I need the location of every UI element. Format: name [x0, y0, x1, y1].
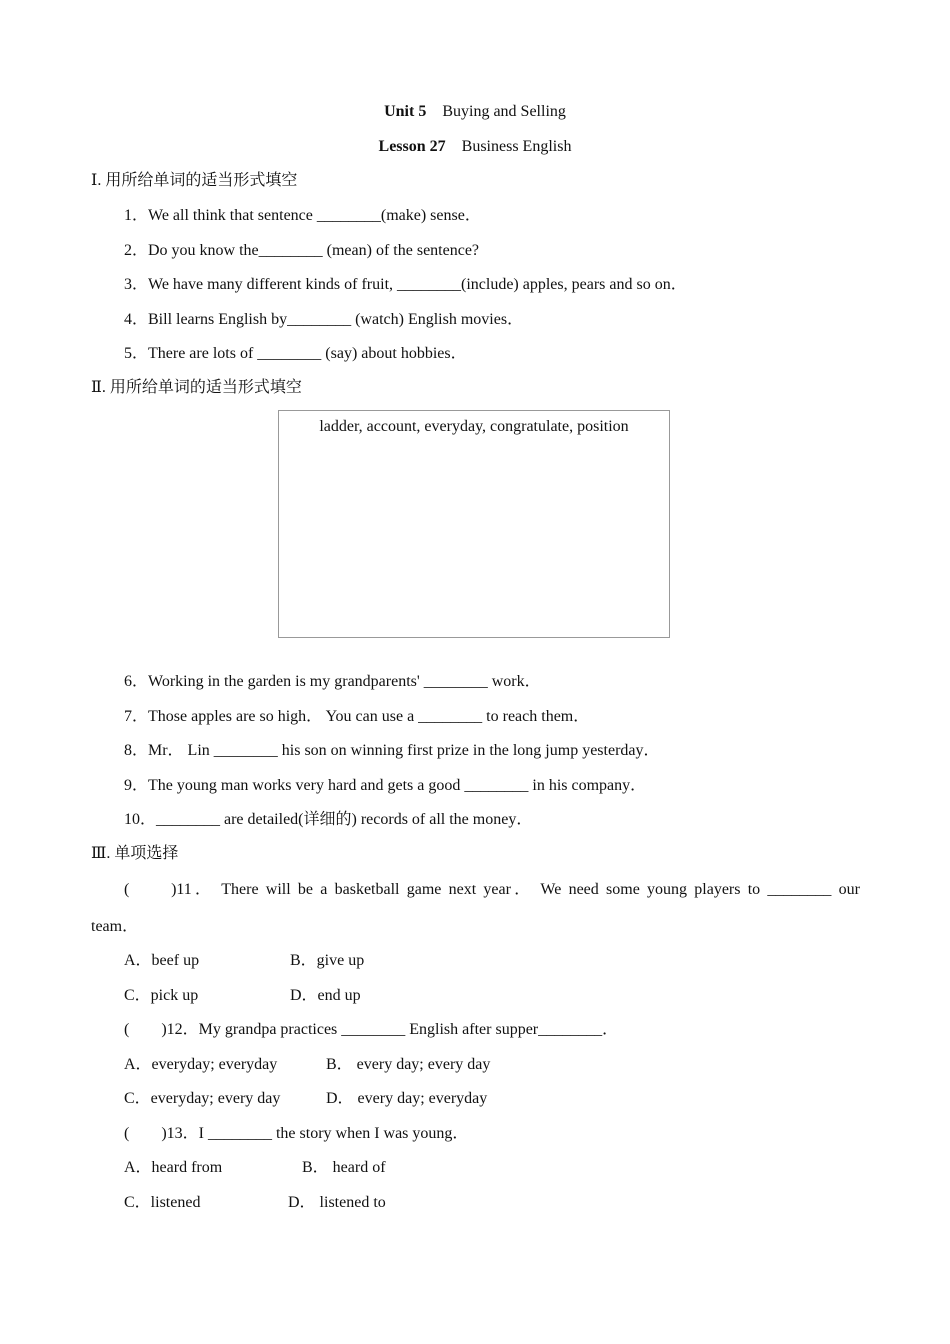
q13-option-d: D． listened to	[288, 1194, 386, 1211]
q12-option-c: C．everyday; every day	[124, 1090, 281, 1107]
q12-option-d: D． every day; everyday	[326, 1090, 488, 1107]
q11-option-d: D．end up	[290, 987, 361, 1004]
question-7: 7．Those apples are so high． You can use a ________ to reach them．	[124, 708, 590, 725]
lesson-heading	[0, 137, 950, 157]
question-13-stem: ( )13．I ________ the story when I was young．	[124, 1125, 469, 1142]
word-list: ladder, account, everyday, congratulate, position	[319, 418, 629, 435]
question-4: 4．Bill learns English by________ (watch) English movies．	[124, 311, 524, 328]
q13-option-c: C．listened	[124, 1194, 201, 1211]
unit-title: Buying and Selling	[442, 103, 566, 120]
question-5: 5．There are lots of ________ (say) about hobbies．	[124, 345, 467, 362]
lesson-label: Lesson 27	[378, 138, 446, 155]
question-11-stem-cont: team．	[91, 918, 139, 935]
question-6: 6．Working in the garden is my grandparents' ________ work．	[124, 673, 541, 690]
word-box	[278, 410, 670, 638]
section-3-title: Ⅲ. 单项选择	[91, 845, 179, 862]
q12-option-a: A．everyday; everyday	[124, 1056, 278, 1073]
unit-heading	[0, 102, 950, 122]
section-1-title: Ⅰ. 用所给单词的适当形式填空	[91, 172, 298, 189]
question-8: 8．Mr． Lin ________ his son on winning first prize in the long jump yesterday．	[124, 742, 660, 759]
question-3: 3．We have many different kinds of fruit, ________(include) apples, pears and so on．	[124, 276, 687, 293]
q13-option-b: B． heard of	[302, 1159, 386, 1176]
unit-label: Unit 5	[384, 103, 427, 120]
question-10: 10．________ are detailed(详细的) records of all the money．	[124, 811, 533, 828]
q11-option-c: C．pick up	[124, 987, 199, 1004]
question-12-stem: ( )12．My grandpa practices ________ English after supper________．	[124, 1021, 619, 1038]
q12-option-b: B． every day; every day	[326, 1056, 491, 1073]
question-9: 9．The young man works very hard and gets a good ________ in his company．	[124, 777, 647, 794]
q11-option-b: B．give up	[290, 952, 365, 969]
section-2-title: Ⅱ. 用所给单词的适当形式填空	[91, 379, 302, 396]
q11-option-a: A．beef up	[124, 952, 200, 969]
question-1: 1．We all think that sentence ________(make) sense．	[124, 207, 481, 224]
q13-option-a: A．heard from	[124, 1159, 223, 1176]
question-11-stem: ( )11． There will be a basketball game next year． We need some young players to ________ our	[124, 881, 860, 898]
question-2: 2．Do you know the________ (mean) of the sentence?	[124, 242, 480, 259]
lesson-title: Business English	[461, 138, 572, 155]
